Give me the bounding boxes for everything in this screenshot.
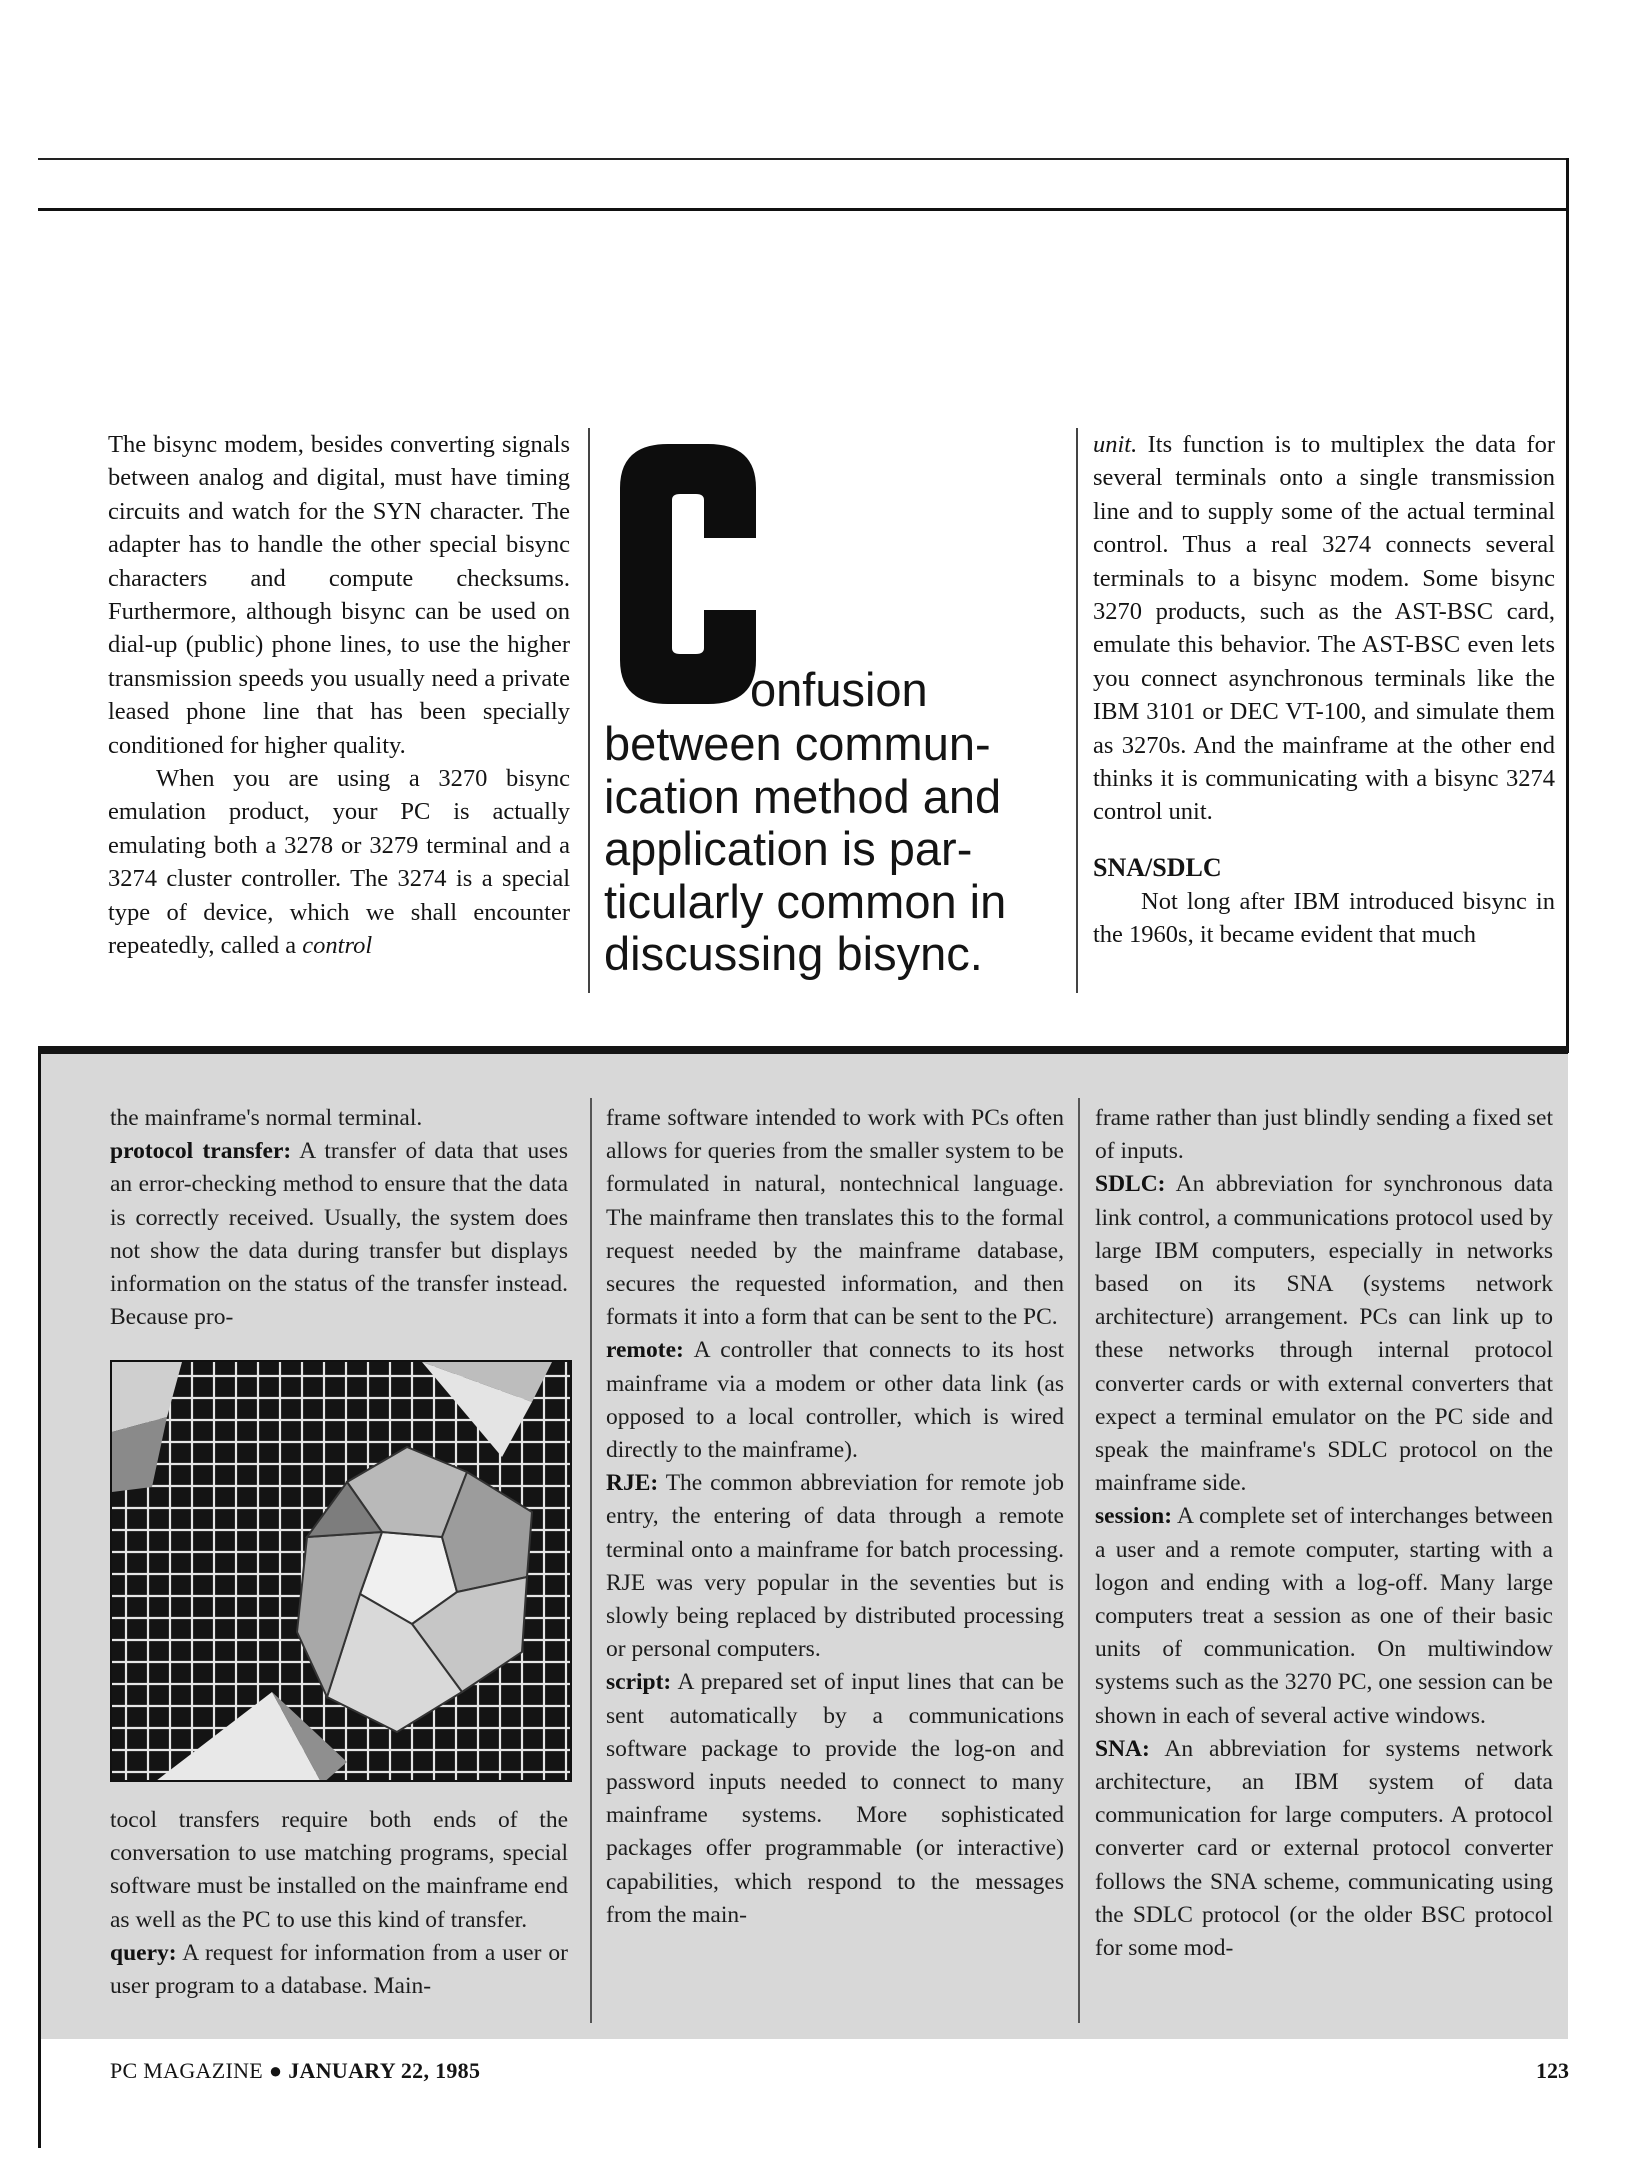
issue-date: JANUARY 22, 1985 — [288, 2058, 481, 2083]
glossary-definition: A complete set of interchanges between a user and a remote computer, starting with a logon and ending with a log-off. Many large computers treat a session as one of their basic units of communication. On multiwindow systems such as the 3270 PC, one session can be shown in each of several active windows. — [1095, 1503, 1553, 1729]
paragraph: unit. Its function is to multiplex the data for several terminals onto a single transmission line and to supply some of the actual terminal control. Thus a real 3274 connects several terminals to a bisync modem. Some bisync 3270 products, such as the AST-BSC card, emulate this behavior. The AST-BSC even lets you connect asynchronous terminals like the IBM 3101 or DEC VT-100, and simulate them as 3270s. And the mainframe at the other end thinks it is communicating with a bisync 3274 control unit. — [1093, 431, 1555, 826]
bullet: ● — [268, 2058, 283, 2083]
pull-quote-first-line: onfusion — [750, 663, 928, 716]
glossary-definition: A prepared set of input lines that can be sent automatically by a communications software package to provide the log-on and password inputs needed to connect to many mainframe systems. More sophisticated packages offer programmable (or interactive) capabilities, which respond to the messages from the main- — [606, 1669, 1064, 1928]
page-number: 123 — [1536, 2058, 1569, 2083]
photo-illustration — [112, 1362, 572, 1782]
glossary-top-rule — [38, 1046, 1568, 1054]
top-rule — [38, 158, 1568, 160]
pull-quote-line: discussing bisync. — [604, 927, 983, 980]
glossary-entry — [1095, 1102, 1553, 1168]
glossary-column-2 — [606, 1102, 1064, 1932]
glossary-entry — [606, 1334, 1064, 1467]
glossary-entry — [110, 1102, 568, 1135]
glossary-definition: An abbreviation for systems network architecture, an IBM system of data communication for large computers. A protocol converter card or external protocol converter follows the SNA scheme, communicating using the SDLC protocol (or the older BSC protocol for some mod- — [1095, 1735, 1553, 1962]
glossary-definition: A request for information from a user or user program to a database. Main- — [110, 1939, 568, 2000]
column-divider — [590, 1098, 592, 2023]
dodecahedron-grid-photo — [110, 1360, 572, 1782]
column-divider — [1078, 1098, 1080, 2023]
magazine-name: PC MAGAZINE — [110, 2058, 264, 2083]
section-heading: SNA/SDLC — [1093, 852, 1222, 882]
paragraph: When you are using a 3270 bisync emulation product, your PC is actually emulating both a 3278 or 3279 terminal and a 3274 cluster controller. The 3274 is a special type of device, which we shall encounter repeatedly, called a control — [108, 765, 570, 960]
glossary-term: protocol transfer: — [110, 1138, 292, 1165]
body-column-3 — [1093, 428, 1555, 952]
glossary-definition: frame software intended to work with PCs often allows for queries from the smaller system to be formulated in natural, nontechnical language. The mainframe then translates this to the formal request needed by the mainframe database, secures the requested information, and then formats it into a form that can be sent to the PC. — [606, 1105, 1064, 1331]
paragraph: Not long after IBM introduced bisync in the 1960s, it became evident that much — [1093, 887, 1555, 949]
glossary-term: RJE: — [606, 1470, 659, 1497]
glossary-definition: tocol transfers require both ends of the conversation to use matching programs, special software must be installed on the mainframe end as well as the PC to use this kind of transfer. — [110, 1807, 568, 1933]
pull-quote-line: between commun- — [604, 717, 991, 770]
page-footer — [110, 2058, 480, 2084]
glossary-entry — [1095, 1733, 1553, 1965]
glossary-term: SDLC: — [1095, 1171, 1166, 1198]
frame-left-rule — [38, 1053, 41, 2148]
pull-quote — [600, 428, 1050, 1008]
glossary-term: script: — [606, 1669, 672, 1696]
header-rule — [38, 208, 1568, 211]
glossary-term: session: — [1095, 1503, 1173, 1530]
glossary-column-1-bottom — [110, 1804, 568, 2003]
pull-quote-line: ticularly common in — [604, 874, 1007, 928]
glossary-column-1-top — [110, 1102, 568, 1334]
frame-right-rule — [1566, 158, 1569, 1053]
glossary-entry — [110, 1135, 568, 1334]
column-divider — [588, 428, 590, 993]
glossary-entry — [606, 1666, 1064, 1932]
glossary-definition: A controller that connects to its host mainframe via a modem or other data link (as opposed to a local controller, which is wired directly to the mainframe). — [606, 1337, 1064, 1464]
glossary-term: query: — [110, 1939, 177, 1966]
glossary-entry — [1095, 1500, 1553, 1732]
glossary-entry — [1095, 1168, 1553, 1500]
glossary-entry — [110, 1937, 568, 2003]
glossary-entry — [606, 1467, 1064, 1666]
glossary-definition: the mainframe's normal terminal. — [110, 1105, 423, 1131]
glossary-term: SNA: — [1095, 1735, 1150, 1762]
glossary-column-3 — [1095, 1102, 1553, 1965]
pull-quote-line: application is par- — [604, 822, 973, 875]
glossary-entry — [110, 1804, 568, 1937]
drop-cap-c — [608, 438, 768, 710]
glossary-definition: The common abbreviation for remote job entry, the entering of data through a remote terminal onto a mainframe for batch processing. RJE was very popular in the seventies but is slowly being replaced by distributed processing or personal computers. — [606, 1470, 1064, 1663]
pull-quote-line: ication method and — [604, 769, 1002, 823]
glossary-definition: frame rather than just blindly sending a fixed set of inputs. — [1095, 1105, 1553, 1165]
glossary-entry — [606, 1102, 1064, 1334]
body-column-1 — [108, 428, 570, 963]
paragraph: The bisync modem, besides converting signals between analog and digital, must have timing circuits and watch for the SYN character. The adapter has to handle the other special bisync characters and compute checksums. Furthermore, although bisync can be used on dial-up (public) phone lines, to use the higher transmission speeds you usually need a private leased phone line that has been specially conditioned for higher quality. — [108, 431, 570, 759]
glossary-definition: An abbreviation for synchronous data link control, a communications protocol used by large IBM computers, especially in networks based on its SNA (systems network architecture) arrangement. PCs can link up to these networks through internal protocol converter cards or with external converters that expect a terminal emulator on the PC side and speak the mainframe's SDLC protocol on the mainframe side. — [1095, 1171, 1553, 1497]
column-divider — [1076, 428, 1078, 993]
pull-quote-text — [604, 718, 1044, 981]
glossary-definition: A transfer of data that uses an error-checking method to ensure that the data is correctly received. Usually, the system does not show the data during transfer but displays information on the status of the transfer instead. Because pro- — [110, 1138, 568, 1331]
glossary-term: remote: — [606, 1337, 684, 1364]
